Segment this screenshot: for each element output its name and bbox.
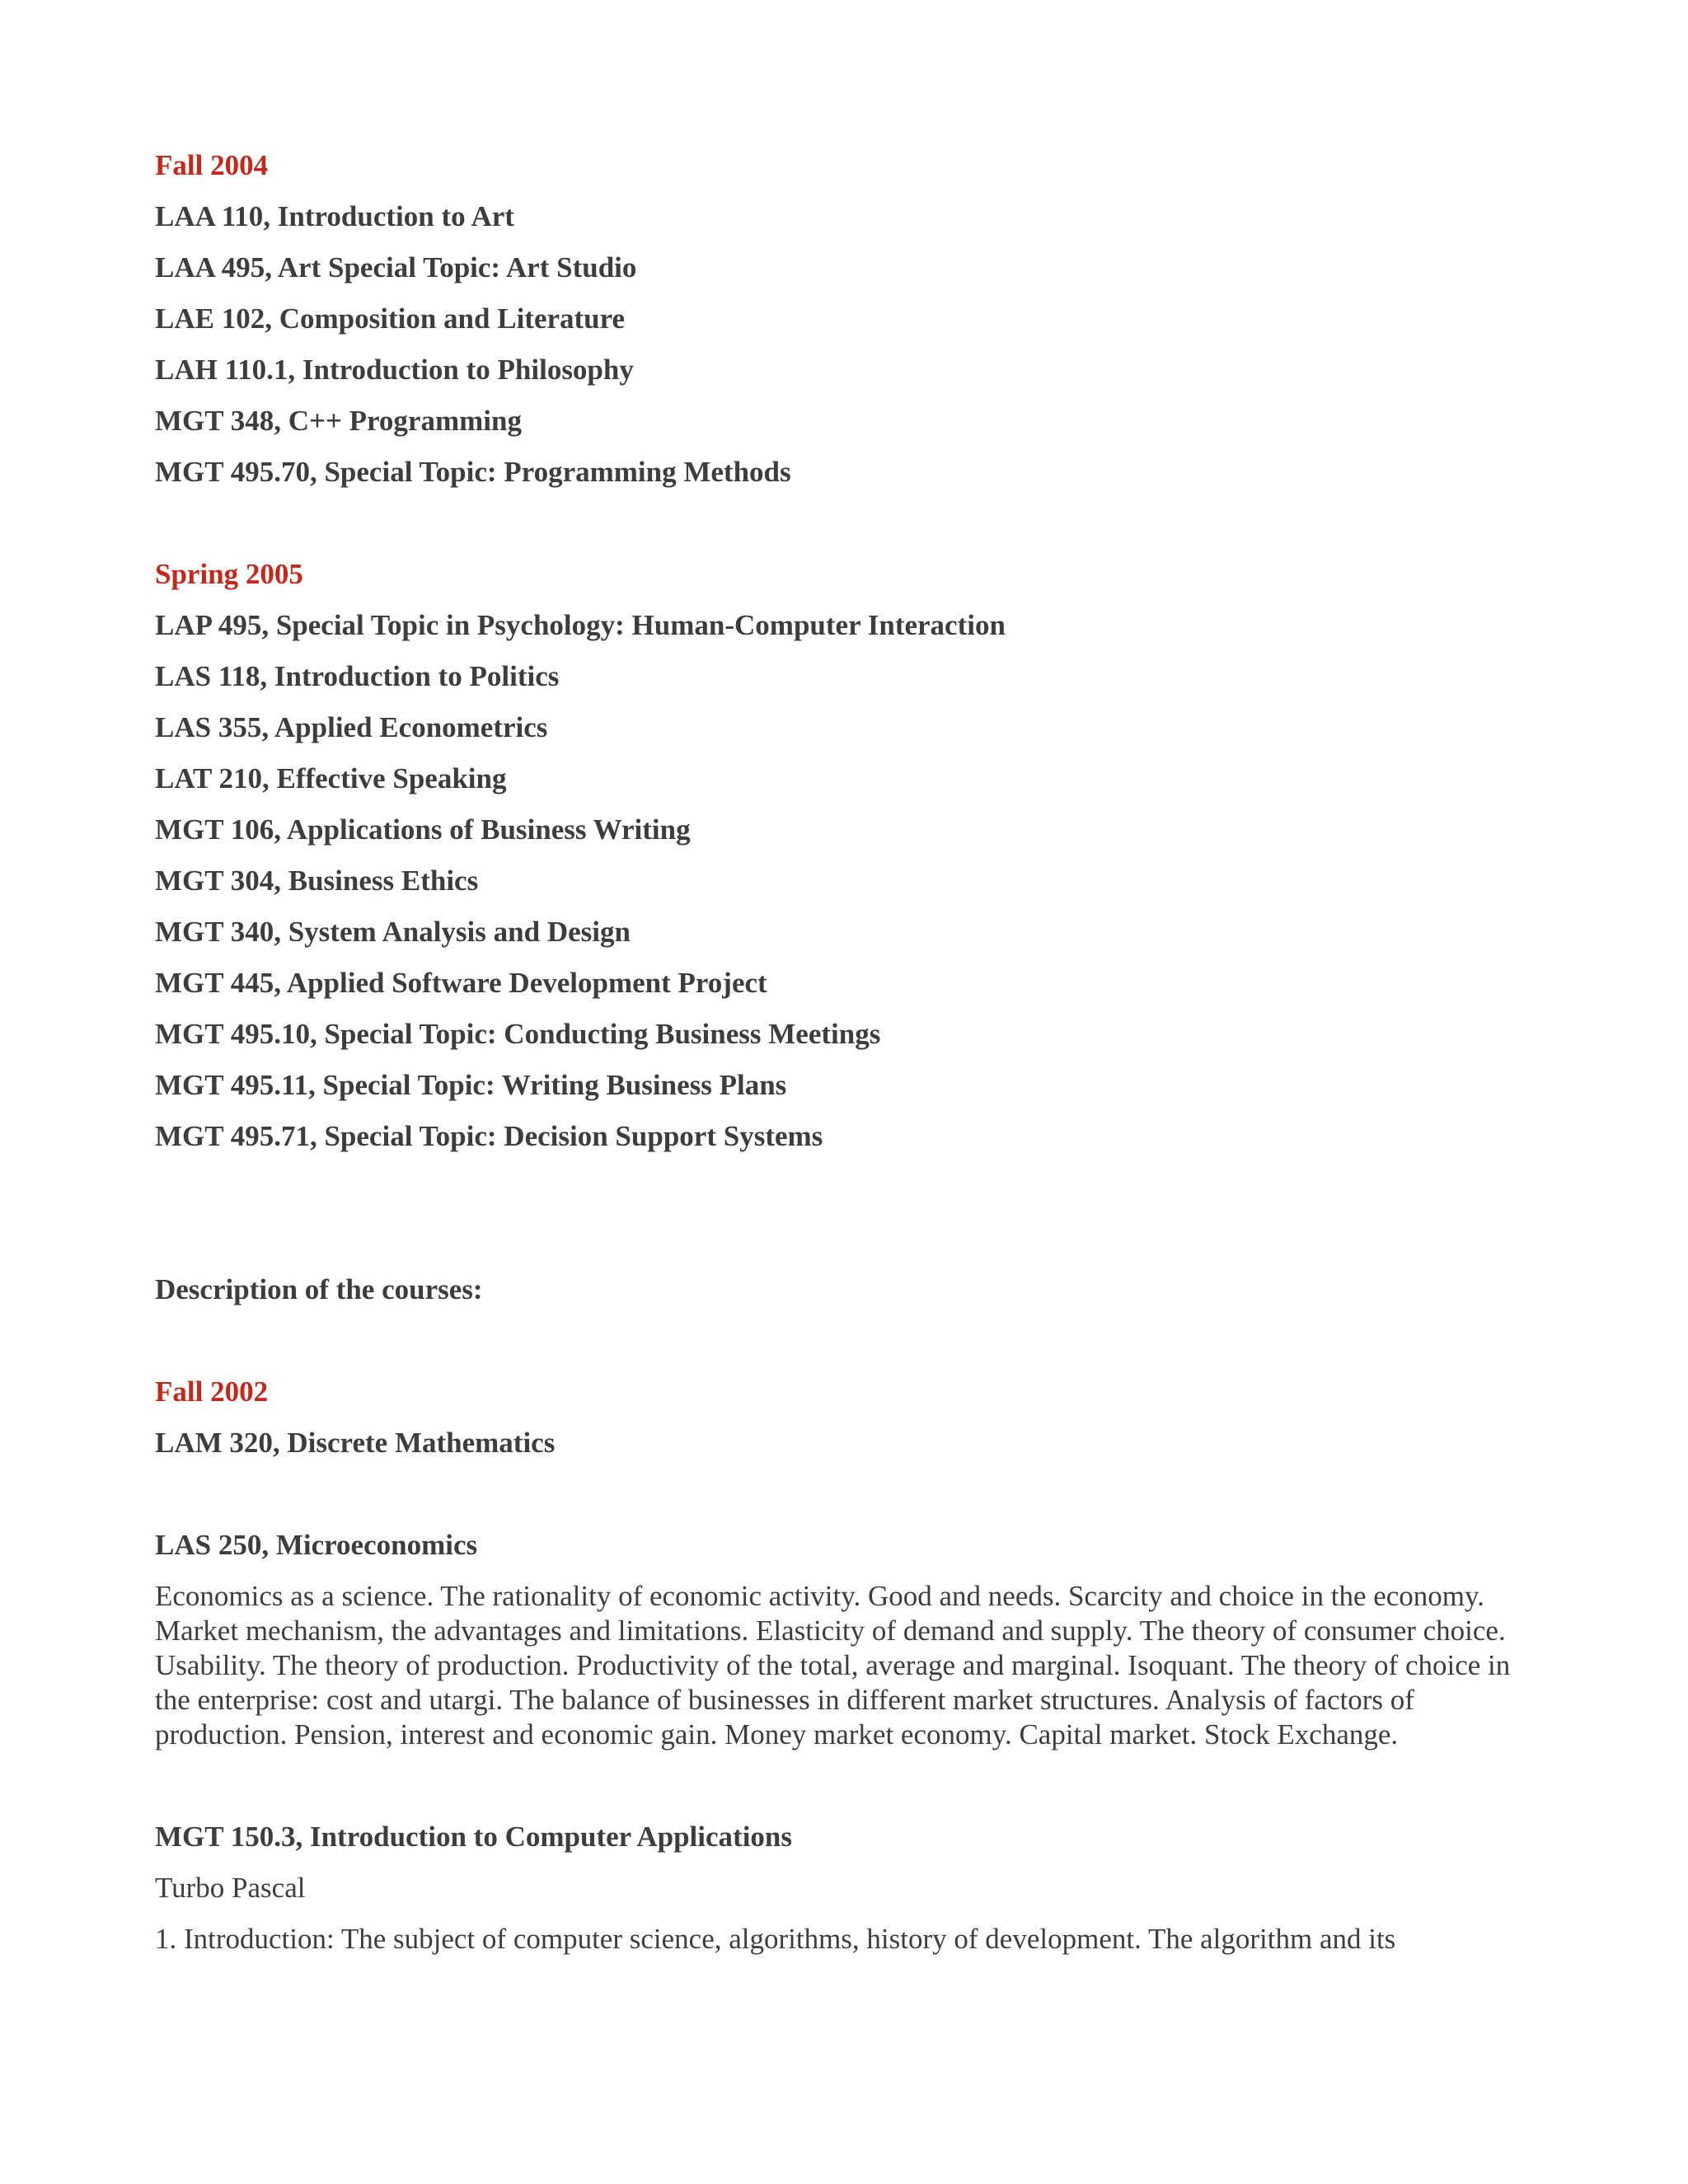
course-item: LAA 110, Introduction to Art <box>155 200 514 232</box>
description-heading: Description of the courses: <box>155 1273 483 1305</box>
course-item: LAA 495, Art Special Topic: Art Studio <box>155 251 637 284</box>
course-item: LAT 210, Effective Speaking <box>155 762 507 794</box>
course-item: LAH 110.1, Introduction to Philosophy <box>155 354 634 386</box>
course-item: MGT 495.70, Special Topic: Programming Methods <box>155 456 791 488</box>
term-heading: Fall 2004 <box>155 149 269 181</box>
term-heading: Spring 2005 <box>155 558 303 590</box>
term-fall-2004 <box>155 140 1540 498</box>
spacer <box>155 1162 1540 1264</box>
term-spring-2005 <box>155 549 1540 1162</box>
course-item: MGT 495.71, Special Topic: Decision Support Systems <box>155 1120 823 1152</box>
course-title: LAS 250, Microeconomics <box>155 1529 478 1561</box>
course-item: MGT 348, C++ Programming <box>155 405 522 437</box>
term-heading: Fall 2002 <box>155 1376 269 1408</box>
course-subtitle: Turbo Pascal <box>155 1872 306 1904</box>
course-item: LAS 355, Applied Econometrics <box>155 711 548 743</box>
course-item: LAS 118, Introduction to Politics <box>155 660 560 692</box>
spacer <box>155 498 1540 549</box>
spacer <box>155 1760 1540 1811</box>
document-page <box>155 140 1540 1965</box>
course-item: MGT 495.10, Special Topic: Conducting Business Meetings <box>155 1018 881 1050</box>
course-item: MGT 340, System Analysis and Design <box>155 916 631 948</box>
course-item: MGT 304, Business Ethics <box>155 865 479 897</box>
course-item: MGT 106, Applications of Business Writing <box>155 813 691 846</box>
course-item: MGT 495.11, Special Topic: Writing Business Plans <box>155 1069 787 1101</box>
spacer <box>155 1315 1540 1366</box>
course-description: 1. Introduction: The subject of computer science, algorithms, history of development. The algorithm and its <box>155 1923 1396 1955</box>
course-item: MGT 445, Applied Software Development Project <box>155 967 767 999</box>
course-item: LAP 495, Special Topic in Psychology: Human-Computer Interaction <box>155 609 1006 641</box>
course-item: LAE 102, Composition and Literature <box>155 302 626 335</box>
course-title: MGT 150.3, Introduction to Computer Applications <box>155 1821 793 1853</box>
course-description: Economics as a science. The rationality of economic activity. Good and needs. Scarcity and choice in the economy. Market mechanism, the advantages and limitations. Elasticity of demand and supply. The theory of consumer choice. Usability. The theory of production. Productivity of the total, average and marginal. Isoquant. The theory of choice in the enterprise: cost and utargi. The balance of businesses in different market structures. Analysis of factors of production. Pension, interest and economic gain. Money market economy. Capital market. Stock Exchange. <box>155 1580 1511 1750</box>
spacer <box>155 1469 1540 1520</box>
course-title: LAM 320, Discrete Mathematics <box>155 1427 556 1459</box>
